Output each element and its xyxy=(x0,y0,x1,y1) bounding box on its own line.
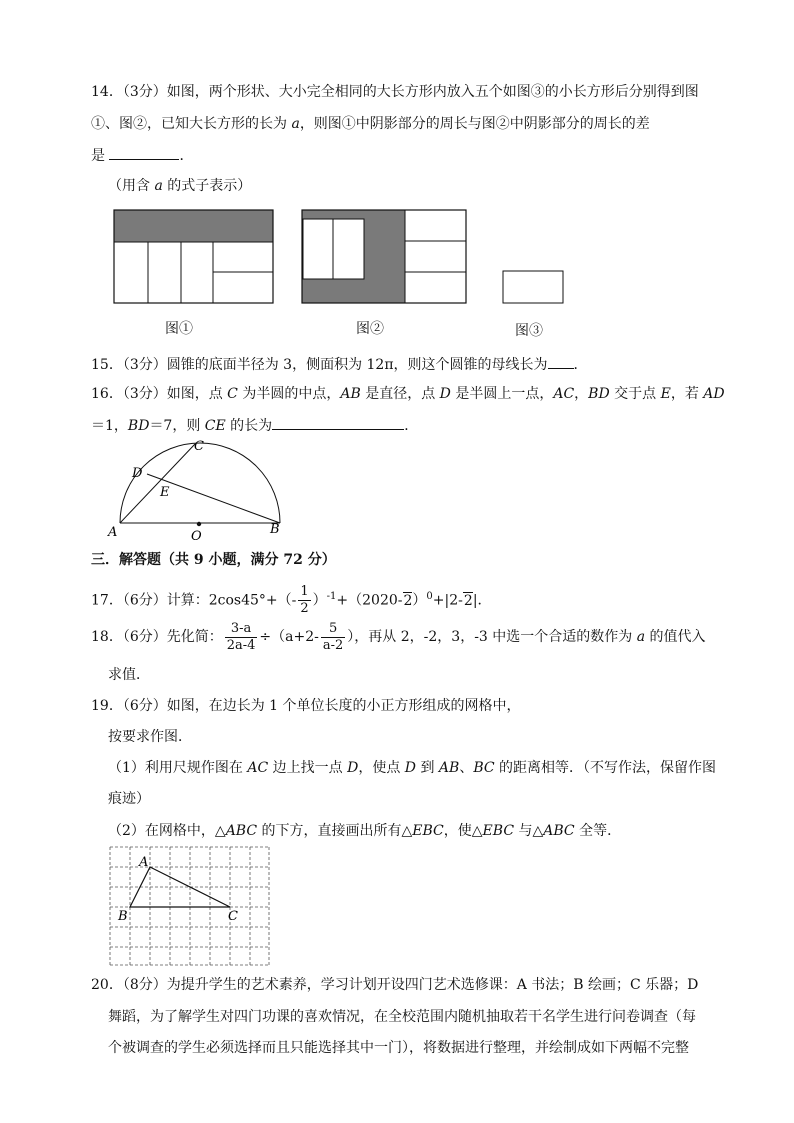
caption-fig3: 图③ xyxy=(515,323,543,339)
q18-line2: 求值． xyxy=(108,667,150,683)
q15-line: 15．（3分）圆锥的底面半径为 3，侧面积为 12π，则这个圆锥的母线长为 ． xyxy=(91,354,588,375)
section-3-heading: 三．解答题（共 9 小题，满分 72 分） xyxy=(91,552,336,568)
q14-hint: （用含 a 的式子表示） xyxy=(108,178,252,194)
figure-3 xyxy=(502,270,565,306)
q19-line1: 19．（6分）如图，在边长为 1 个单位长度的小正方形组成的网格中， xyxy=(91,698,521,714)
label-o: O xyxy=(191,529,202,544)
answer-blank xyxy=(548,354,574,369)
label-c: C xyxy=(228,909,238,924)
q19-line5: （2）在网格中，△ABC 的下方，直接画出所有△EBC，使△EBC 与△ABC 全等． xyxy=(108,823,622,839)
fraction: $\frac{5}{a-2}$ xyxy=(322,620,344,653)
q19-line4: 痕迹） xyxy=(108,791,150,807)
figure-1 xyxy=(113,209,276,306)
fraction: $\frac{3-a}{2a-4}$ xyxy=(226,620,256,653)
dashed-grid xyxy=(110,847,269,965)
label-a: A xyxy=(139,855,149,870)
q20-line2: 舞蹈，为了解学生对四门功课的喜欢情况，在全校范围内随机抽取若干名学生进行问卷调查（每 xyxy=(108,1009,696,1025)
q20-line1: 20．（8分）为提升学生的艺术素养，学习计划开设四门艺术选修课：A 书法；B 绘画；C 乐器；D xyxy=(91,977,699,993)
chord-ac xyxy=(120,444,195,523)
caption-fig1: 图① xyxy=(165,321,193,337)
q16-line1: 16．（3分）如图，点 C 为半圆的中点，AB 是直径，点 D 是半圆上一点，AC，BD 交于点 E，若 AD xyxy=(91,386,725,402)
q20-line3: 个被调查的学生必须选择而且只能选择其中一门），将数据进行整理，并绘制成如下两幅不完整 xyxy=(108,1040,689,1056)
label-d: D xyxy=(132,466,143,481)
q14-line2: ①、图②，已知大长方形的长为 a，则图①中阴影部分的周长与图②中阴影部分的周长的差 xyxy=(91,116,650,132)
label-a: A xyxy=(108,525,118,540)
q14-line1: 14．（3分）如图，两个形状、大小完全相同的大长方形内放入五个如图③的小长方形后分别得到图 xyxy=(91,84,699,100)
label-c: C xyxy=(194,439,204,454)
q18-line1: 18．（6分）先化简： $\frac{3-a}{2a-4}$ ÷（a+2- $\frac{5}{a-2}$ ），再从 2，-2，3，-3 中选一个合适的数作为 a 的值代入 xyxy=(91,620,706,653)
grid-figure xyxy=(108,845,272,968)
label-b: B xyxy=(118,909,128,924)
q17-line: 17．（6分）计算：2cos45°+（- $\frac{1}{2}$ ）$^{-1}+(2020-2)^0+|2-2|$． xyxy=(91,584,492,617)
answer-blank xyxy=(272,415,404,430)
label-b: B xyxy=(270,522,280,537)
semicircle-figure xyxy=(105,436,295,544)
label-e: E xyxy=(160,485,170,500)
q19-line3: （1）利用尺规作图在 AC 边上找一点 D，使点 D 到 AB、BC 的距离相等．（不写作法，保留作图 xyxy=(108,760,717,776)
figure-2 xyxy=(301,209,469,306)
fraction: $\frac{1}{2}$ xyxy=(300,584,309,617)
q14-line3: 是 ． xyxy=(91,145,193,166)
small-rectangle xyxy=(503,271,563,303)
semicircle-arc xyxy=(120,443,280,523)
q19-line2: 按要求作图． xyxy=(108,729,192,745)
caption-fig2: 图② xyxy=(356,321,384,337)
center-point xyxy=(197,522,201,526)
answer-blank xyxy=(109,145,179,160)
shaded-strip xyxy=(114,210,273,242)
q16-line2: ＝1，BD＝7，则 CE 的长为 ． xyxy=(91,415,418,436)
